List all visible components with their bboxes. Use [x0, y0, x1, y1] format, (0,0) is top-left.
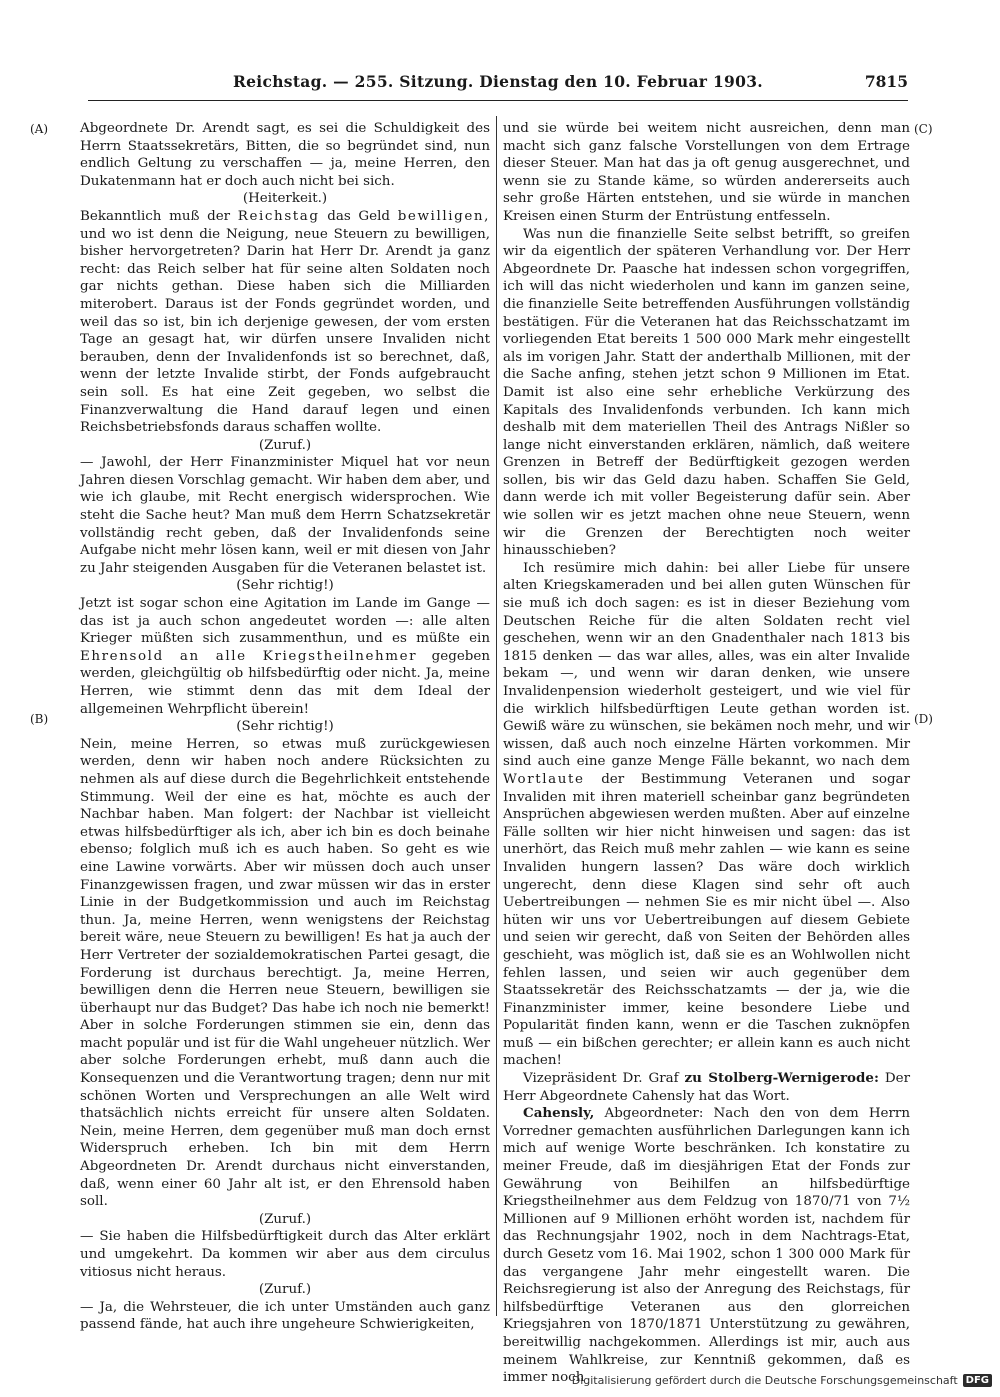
left-column — [80, 120, 490, 1334]
right-column — [503, 120, 910, 1387]
text-run: Jetzt ist sogar schon eine Agitation im Lande im Gange — das ist ja auch schon angedeutet worden —: alle alten Krieger müßten sich zusammenthun, und es müßte ein — [80, 596, 490, 647]
paragraph — [80, 208, 490, 437]
paragraph: Was nun die finanzielle Seite selbst betrifft, so greifen wir da eigentlich der späteren Verhandlung vor. Der Herr Abgeordnete Dr. Paasche hat indessen schon vorgegriffen, ich will das nicht wiederholen und kann im ganzen seine, die finanzielle Seite betreffenden Ausführungen vollständig bestätigen. Für die Veteranen hat das Reichsschatzamt im vorliegenden Etat bereits 1 500 000 Mark mehr eingestellt als im vorigen Jahr. Statt der anderthalb Millionen, mit der die Sache anfing, stehen jetzt schon 9 Millionen im Etat. Damit ist also eine sehr erhebliche Verkürzung des Kapitals des Invalidenfonds verbunden. Ich kann mich deshalb mit dem materiellen Theil des Antrags Nißler so lange nicht einverstanden erklären, nämlich, daß weitere Grenzen in Betreff der Bedürftigkeit gezogen werden sollen, bis wir das Geld dazu haben. Schaffen Sie Geld, dann werde ich mit voller Begeisterung dafür sein. Aber wie sollen wir es jetzt machen ohne neue Steuern, wenn wir die Grenzen der Berechtigten noch weiter hinausschieben? — [503, 226, 910, 559]
interjection: (Sehr richtig!) — [236, 719, 334, 735]
page-number: 7815 — [864, 72, 908, 91]
paragraph: — Sie haben die Hilfsbedürftigkeit durch das Alter erklärt und umgekehrt. Da kommen wir aber aus dem circulus vitiosus nicht heraus. — [80, 1229, 490, 1280]
spaced-text: Reichstag — [237, 208, 320, 224]
running-head: Reichstag. — 255. Sitzung. Dienstag den 10. Februar 1903. — [232, 72, 764, 91]
text-run: Abgeordneter: Nach den von dem Herrn Vorredner gemachten ausführlichen Darlegungen kann ich mich auf wenige Worte beschränken. Ich konstatire zu meiner Freude, daß im diesjährigen Etat der Fonds zur Gewährung von Beihilfen an hilfsbedürftige Kriegstheilnehmer aus dem Feldzug von 1870/71 von 7½ Millionen auf 9 Millionen erhöht worden ist, nachdem für das Rechnungsjahr 1902, noch in dem Nachtrags-Etat, durch Gesetz vom 16. Mai 1902, schon 1 300 000 Mark für das vergangene Jahr mehr eingestellt waren. Die Reichsregierung ist also der Anregung des Reichstags, für hilfsbedürftige Veteranen aus den glorreichen Kriegsjahren von 1870/1871 Unterstützung zu gewähren, bereitwillig nachgekommen. Allerdings ist mir, auch aus meinem Wahlkreise, zur Kenntniß gekommen, daß es immer noch — [503, 1106, 910, 1386]
speaker-paragraph — [503, 1070, 910, 1105]
text-run: das Geld — [327, 208, 391, 224]
margin-marker-d: (D) — [914, 712, 933, 726]
footer-text: Digitalisierung gefördert durch die Deutsche Forschungsgemeinschaft — [571, 1373, 958, 1387]
interjection: (Sehr richtig!) — [236, 578, 334, 594]
interjection: (Zuruf.) — [258, 1282, 312, 1298]
spaced-text: Ehrensold an alle Kriegstheilnehmer — [80, 648, 418, 664]
text-run: und wo ist denn die Neigung, neue Steuern zu bewilligen, bisher hervorgetreten? Darin hat Herr Dr. Arendt ja ganz recht: das Reich selber hat für seine alten Soldaten noch gar nichts gethan. Diese haben sich die Milliarden miterobert. Daraus ist der Fonds gegründet worden, und weil das so ist, bin ich derjenige gewesen, der vom ersten Tage an gesagt hat, wir dürfen unsere Invaliden nicht berauben, denn der Invalidenfonds ist so berechnet, daß, wenn der letzte Invalide stirbt, der Fonds aufgebraucht sein soll. Es hat eine Zeit gegeben, wo selbst die Finanzverwaltung die Hand darauf legen und einen Reichsbetriebsfonds daraus schaffen wollte. — [80, 226, 490, 436]
interjection: (Zuruf.) — [258, 437, 312, 453]
text-run: Vizepräsident Dr. Graf — [523, 1071, 679, 1087]
footer — [572, 1371, 992, 1389]
paragraph: — Jawohl, der Herr Finanzminister Miquel hat vor neun Jahren diesen Vorschlag gemacht. Wir haben dem aber, und wie ich glaube, mit Recht energisch widersprochen. Wie steht die Sache heut? Man muß dem Herrn Schatzsekretär vollständig recht geben, daß der Invalidenfonds seine Aufgabe nicht mehr lösen kann, weil er mit diesen von Jahr zu Jahr steigenden Ausgaben für die Veteranen belastet ist. — [80, 455, 490, 576]
text-run: Ich resümire mich dahin: bei aller Liebe für unsere alten Kriegskameraden und bei allen guten Wünschen für sie muß ich doch sagen: es ist in dieser Beziehung vom Deutschen Reiche für die alten Soldaten recht viel geschehen, wenn wir an den Gnadenthaler nach 1813 bis 1815 denken — das war alles, alles, was ein alter Invalide bekam —, und wenn wir daran denken, wie unsere Invalidenpension wiederholt gesteigert, und wie viel für die wirklich hilfsbedürftigen Leute gethan worden ist. Gewiß wäre zu wünschen, sie bekämen noch mehr, und wir wissen, daß auch noch einzelne Härten vorkommen. Mir sind auch eine ganze Menge Fälle bekannt, wo nach dem — [503, 560, 910, 770]
dfg-logo-icon: DFG — [963, 1374, 992, 1387]
paragraph: — Ja, die Wehrsteuer, die ich unter Umständen auch ganz passend fände, hat auch ihre ungeheure Schwierigkeiten, — [80, 1299, 490, 1333]
paragraph: Abgeordnete Dr. Arendt sagt, es sei die Schuldigkeit des Herrn Staatssekretärs, Bitten, die so begründet sind, nun endlich Geltung zu verschaffen — ja, meine Herren, den Dukatenmann hat er doch auch nicht bei sich. — [80, 121, 490, 189]
interjection: (Zuruf.) — [258, 1211, 312, 1227]
speaker-name: zu Stolberg-Wernigerode: — [684, 1070, 879, 1087]
spaced-text: bewilligen, — [397, 208, 491, 224]
paragraph — [80, 595, 490, 718]
margin-marker-a: (A) — [30, 122, 49, 136]
text-run: der Bestimmung Veteranen und sogar Invaliden mit ihren materiell scheinbar ganz begründeten Ansprüchen abgewiesen werden mußten. Aber auf einzelne Fälle sollten wir hier nicht hinweisen und sagen: das ist unerhört, das Reich muß mehr zahlen — wie kann es seine Invaliden hungern lassen? Das wäre doch wirklich ungerecht, denn diese Klagen sind sehr oft auch Uebertreibungen — nehmen Sie es mir nicht übel —. Also hüten wir uns vor Uebertreibungen auf diesem Gebiete und seien wir gerecht, daß von Seiten der Behörden alles geschieht, was möglich ist, daß sie es an Wohlwollen nicht fehlen lassen, und seien wir auch gegenüber dem Staatssekretär des Reichsschatzamts — der ja, wie die Finanzminister immer, keine besondere Liebe und Popularität finden kann, wenn er die Taschen zuknöpfen muß — ein bißchen gerechter; er allein kann es auch nicht machen! — [503, 771, 910, 1069]
column-divider — [496, 116, 497, 1316]
paragraph — [503, 560, 910, 1070]
speaker-paragraph — [503, 1105, 910, 1387]
speaker-name: Cahensly, — [523, 1105, 595, 1122]
header-rule — [88, 100, 908, 101]
text-run: gegeben werden, gleichgültig ob hilfsbedürftig oder nicht. Ja, meine Herren, wie stimmt denn das mit dem Ideal der allgemeinen Wehrpflicht überein! — [80, 648, 490, 717]
text-run: Der Herr Abgeordnete Cahensly hat das Wort. — [503, 1071, 910, 1104]
spaced-text: Wortlaute — [503, 771, 585, 787]
interjection: (Heiterkeit.) — [242, 191, 328, 207]
paragraph: und sie würde bei weitem nicht ausreichen, denn man macht sich ganz falsche Vorstellungen von dem Ertrage dieser Steuer. Man hat das ja oft genug ausgerechnet, und wenn sie zu Stande käme, so würden andererseits auch sehr große Härten entstehen, und sie würde in manchen Kreisen einen Sturm der Entrüstung entfesseln. — [503, 121, 910, 224]
margin-marker-b: (B) — [30, 712, 49, 726]
page-header — [88, 72, 908, 98]
paragraph: Nein, meine Herren, so etwas muß zurückgewiesen werden, denn wir haben noch andere Rücksichten zu nehmen als auf diese durch die Begehrlichkeit entstehende Stimmung. Weil der eine es hat, möchte es auch der Nachbar haben. Man folgert: der Nachbar ist vielleicht etwas hilfsbedürftiger als ich, aber ich bin es doch beinahe ebenso; folglich muß ich es auch haben. So geht es wie eine Lawine vorwärts. Aber wir müssen doch auch unser Finanzgewissen fragen, und zwar müssen wir das in erster Linie in der Budgetkommission und auch im Reichstag thun. Ja, meine Herren, wenn wenigstens der Reichstag bereit wäre, neue Steuern zu bewilligen! Es hat ja auch der Herr Vertreter der sozialdemokratischen Partei gesagt, die Forderung ist durchaus berechtigt. Ja, meine Herren, bewilligen denn die Herren neue Steuern, bewilligen sie überhaupt nur das Budget? Das habe ich noch nie bemerkt! Aber in solche Forderungen stimmen sie ein, denn das macht populär und ist für die Wahl ungeheuer nützlich. Wer aber solche Forderungen erhebt, muß dann auch die Konsequenzen und die Verantwortung tragen; denn nur mit schönen Worten und Versprechungen an alle Welt wird thatsächlich nichts erreicht für unsere alten Soldaten. Nein, meine Herren, dem gegenüber muß man doch ernst Widerspruch erheben. Ich bin mit dem Herrn Abgeordneten Dr. Arendt durchaus nicht einverstanden, daß, wenn einer 60 Jahr alt ist, er den Ehrensold haben soll. — [80, 736, 490, 1210]
text-run: Bekanntlich muß der — [80, 208, 231, 224]
margin-marker-c: (C) — [914, 122, 933, 136]
